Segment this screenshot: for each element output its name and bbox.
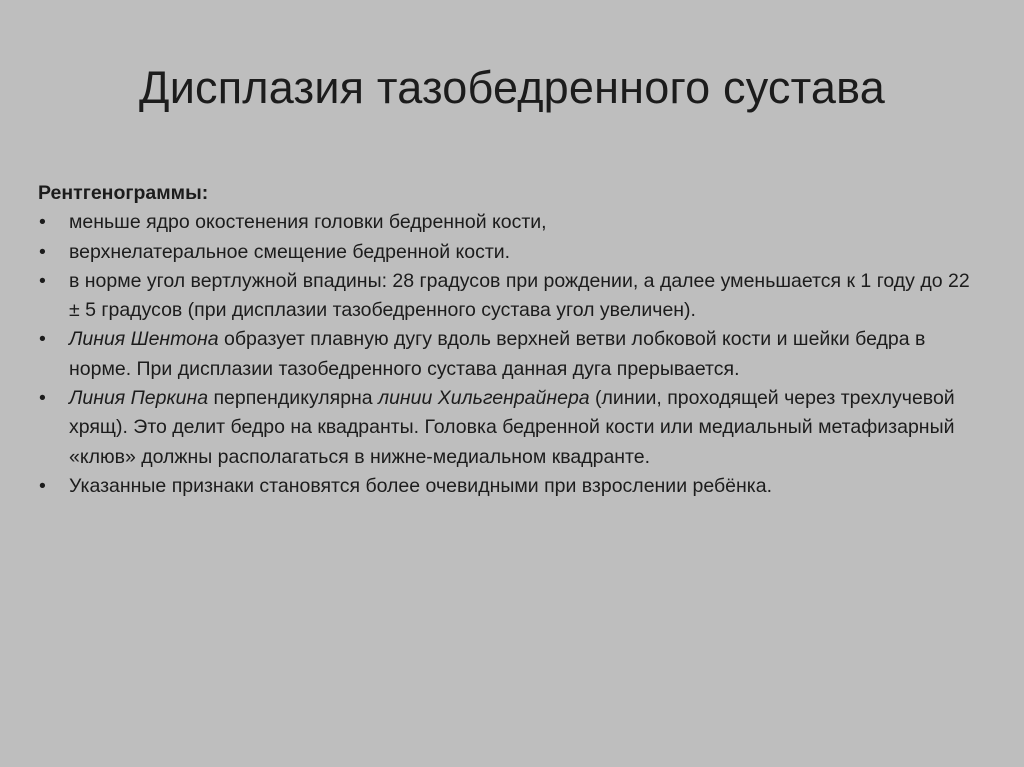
bullet-item [38,472,978,501]
bullet-emphasis: Линия Перкина [69,387,209,410]
bullet-emphasis: Линия Шентона [69,328,219,351]
bullet-text: в норме угол вертлужной впадины: 28 градусов при рождении, а далее уменьшается к 1 году до 22 ± 5 градусов (при дисплазии тазобедренного сустава угол увеличен). [69,269,970,322]
slide-title: Дисплазия тазобедренного сустава [139,62,885,113]
bullet-item [38,267,978,326]
bullet-emphasis: линии Хильгенрайнера [378,387,590,410]
bullet-item [38,238,978,267]
bullet-item [38,325,978,384]
bullet-icon: • [39,328,46,351]
bullet-icon: • [39,240,46,263]
bullet-text: (линии, проходящей через трехлучевой хрящ). Это делит бедро на квадранты. Головка бедренной кости или медиальный метафизарный «клюв» должны располагаться в нижне-медиальном квадранте. [69,387,955,468]
bullet-item [38,384,978,472]
bullet-text: верхнелатеральное смещение бедренной кости. [69,240,511,263]
bullet-list [38,208,978,501]
bullet-item [38,208,978,237]
bullet-text: перпендикулярна [208,387,379,410]
slide-body [38,179,978,501]
bullet-text: меньше ядро окостенения головки бедренной кости, [69,211,547,234]
bullet-icon: • [39,474,46,497]
bullet-text: Указанные признаки становятся более очевидными при взрослении ребёнка. [69,474,772,497]
intro-heading: Рентгенограммы: [38,182,209,204]
bullet-icon: • [39,387,46,410]
bullet-text: образует плавную дугу вдоль верхней ветви лобковой кости и шейки бедра в норме. При дисплазии тазобедренного сустава данная дуга прерывается. [69,328,926,380]
bullet-icon: • [39,269,46,292]
bullet-icon: • [39,211,46,234]
